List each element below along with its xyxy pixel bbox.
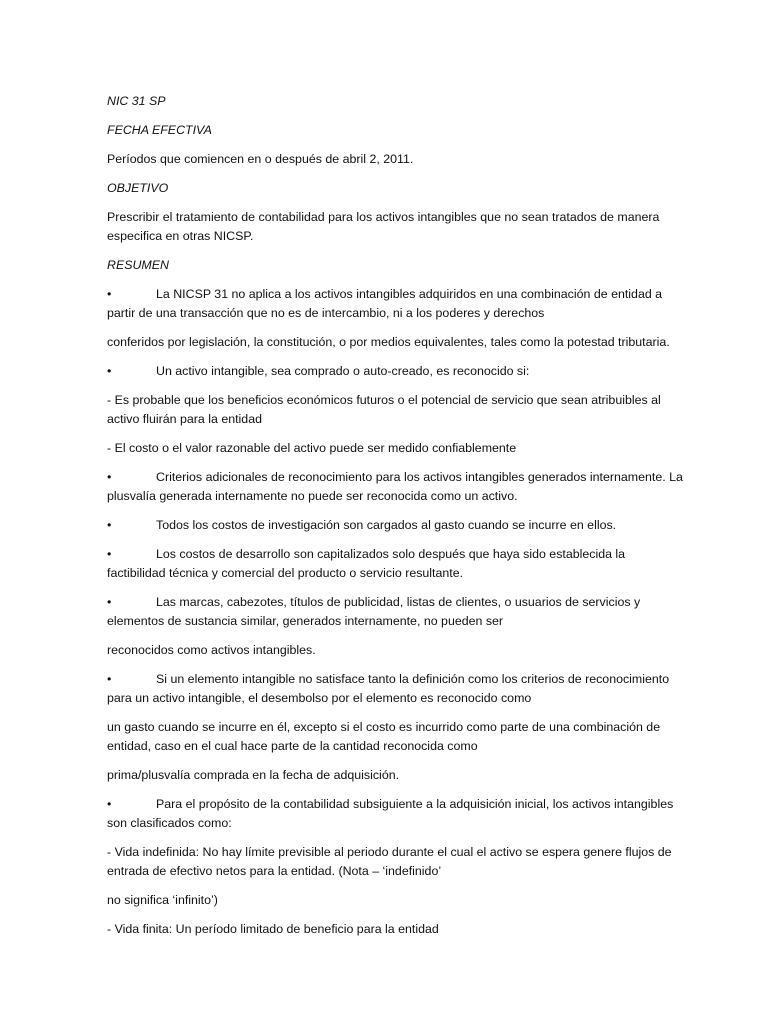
bullet-text: Para el propósito de la contabilidad subsiguiente a la adquisición inicial, los activos intangibles son clasificados como: xyxy=(107,797,674,830)
summary-bullet-6-continuation: reconocidos como activos intangibles. xyxy=(107,643,316,657)
summary-heading: RESUMEN xyxy=(107,258,169,272)
summary-bullet-4 xyxy=(107,516,684,535)
summary-bullet-8 xyxy=(107,795,684,833)
summary-bullet-2 xyxy=(107,362,684,381)
bullet-text: Las marcas, cabezotes, títulos de publicidad, listas de clientes, o usuarios de servicios y elementos de sustancia similar, generados internamente, no pueden ser xyxy=(107,595,641,628)
recognition-criterion-2: - El costo o el valor razonable del activo puede ser medido confiablemente xyxy=(107,441,517,455)
classification-finite-life: - Vida finita: Un período limitado de beneficio para la entidad xyxy=(107,922,439,936)
bullet-text: Un activo intangible, sea comprado o auto-creado, es reconocido si: xyxy=(156,364,530,378)
effective-date-heading: FECHA EFECTIVA xyxy=(107,123,212,137)
bullet-text: La NICSP 31 no aplica a los activos intangibles adquiridos en una combinación de entidad a partir de una transacción que no es de intercambio, ni a los poderes y derechos xyxy=(107,287,663,320)
bullet-glyph: • xyxy=(107,364,112,378)
objective-heading: OBJETIVO xyxy=(107,181,169,195)
summary-bullet-1-continuation: conferidos por legislación, la constitución, o por medios equivalentes, tales como la potestad tributaria. xyxy=(107,335,670,349)
summary-bullet-7-continuation-2: prima/plusvalía comprada en la fecha de adquisición. xyxy=(107,768,400,782)
bullet-glyph: • xyxy=(107,672,112,686)
bullet-text: Los costos de desarrollo son capitalizados solo después que haya sido establecida la factibilidad técnica y comercial del producto o servicio resultante. xyxy=(107,547,626,580)
bullet-glyph: • xyxy=(107,547,112,561)
bullet-text: Criterios adicionales de reconocimiento para los activos intangibles generados internamente. La plusvalía generada internamente no puede ser reconocida como un activo. xyxy=(107,470,683,503)
summary-bullet-3 xyxy=(107,468,684,506)
bullet-glyph: • xyxy=(107,595,112,609)
summary-bullet-6 xyxy=(107,593,684,631)
summary-bullet-1 xyxy=(107,285,684,323)
classification-indefinite-life: - Vida indefinida: No hay límite previsible al periodo durante el cual el activo se espera genere flujos de entrada de efectivo netos para la entidad. (Nota – ‘indefinido’ xyxy=(107,845,672,878)
bullet-glyph: • xyxy=(107,518,112,532)
bullet-glyph: • xyxy=(107,287,112,301)
summary-bullet-7-continuation-1: un gasto cuando se incurre en él, excepto si el costo es incurrido como parte de una combinación de entidad, caso en el cual hace parte de la cantidad reconocida como xyxy=(107,720,661,753)
objective-text: Prescribir el tratamiento de contabilidad para los activos intangibles que no sean tratados de manera especifica en otras NICSP. xyxy=(107,210,660,243)
classification-indefinite-life-continuation: no significa ‘infinito’) xyxy=(107,893,218,907)
bullet-glyph: • xyxy=(107,470,112,484)
document-title: NIC 31 SP xyxy=(107,94,166,108)
bullet-text: Si un elemento intangible no satisface tanto la definición como los criterios de reconocimiento para un activo intangible, el desembolso por el elemento es reconocido como xyxy=(107,672,670,705)
bullet-text: Todos los costos de investigación son cargados al gasto cuando se incurre en ellos. xyxy=(156,518,617,532)
bullet-glyph: • xyxy=(107,797,112,811)
summary-bullet-5 xyxy=(107,545,684,583)
effective-date-text: Períodos que comiencen en o después de abril 2, 2011. xyxy=(107,152,414,166)
summary-bullet-7 xyxy=(107,670,684,708)
recognition-criterion-1: - Es probable que los beneficios económicos futuros o el potencial de servicio que sean atribuibles al activo fluirán para la entidad xyxy=(107,393,661,426)
